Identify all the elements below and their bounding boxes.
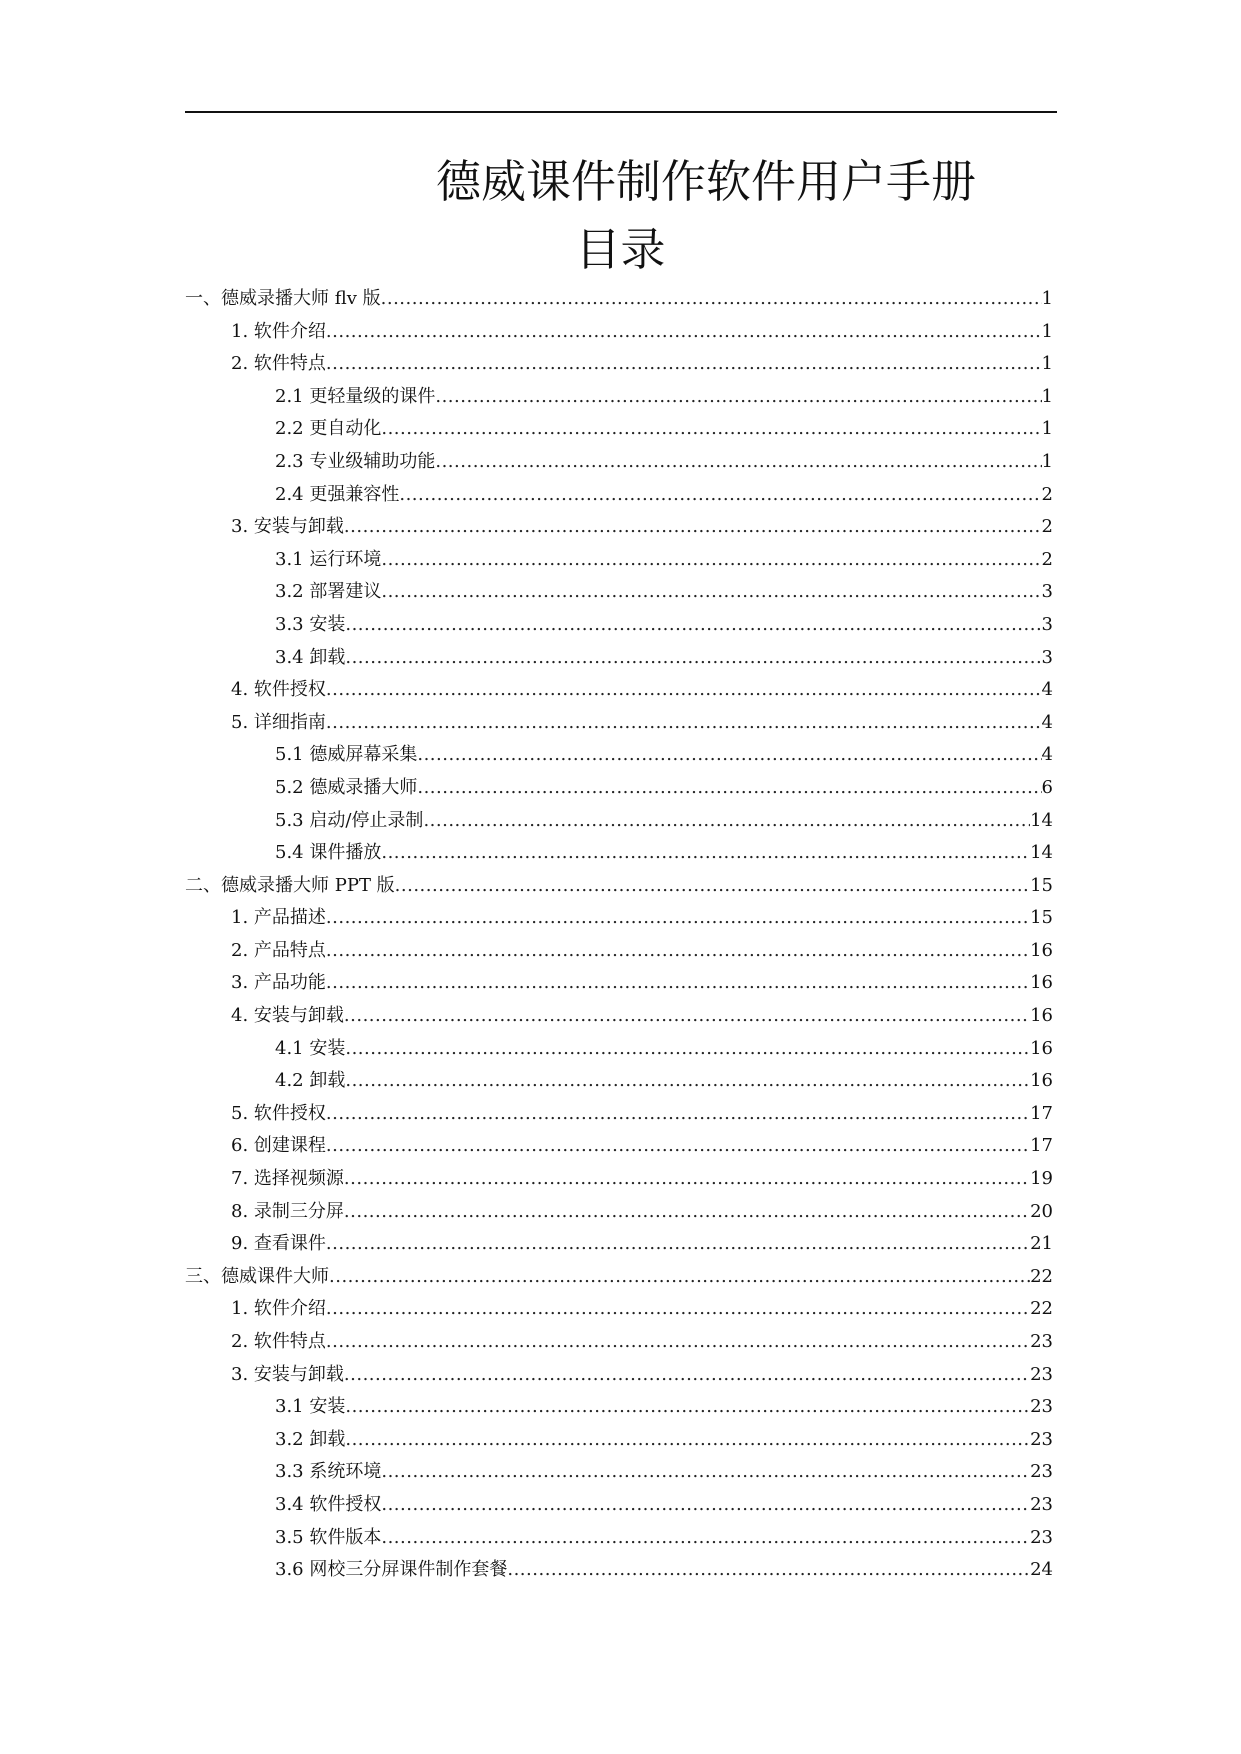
toc-entry[interactable] [185, 316, 1053, 349]
toc-entry-page-number: 3 [1041, 581, 1053, 603]
toc-entry[interactable] [185, 1391, 1053, 1424]
toc-entry-label: 软件介绍 [253, 1298, 326, 1320]
toc-entry[interactable] [185, 1293, 1053, 1326]
toc-leader-dots [423, 805, 1030, 837]
toc-entry[interactable] [185, 1163, 1053, 1196]
toc-entry-label: 德威课件大师 [221, 1265, 329, 1287]
toc-entry-number: 5.1 [275, 744, 310, 766]
toc-entry[interactable] [185, 1554, 1053, 1587]
toc-entry-page-number: 23 [1030, 1493, 1053, 1515]
table-of-contents [185, 283, 1053, 1587]
toc-entry-number: 3.2 [275, 581, 310, 603]
toc-entry-label: 德威录播大师 [309, 776, 418, 798]
toc-entry[interactable] [185, 935, 1053, 968]
document-title: 德威课件制作软件用户手册 [436, 155, 977, 208]
toc-leader-dots [507, 1554, 1030, 1586]
toc-entry[interactable] [185, 576, 1053, 609]
toc-entry-label: 更轻量级的课件 [309, 385, 436, 407]
toc-entry-label: 创建课程 [253, 1135, 326, 1157]
toc-entry[interactable] [185, 348, 1053, 381]
toc-entry-number: 2. [231, 1331, 254, 1352]
toc-entry-number: 5. [231, 1102, 254, 1124]
toc-entry-number: 3.1 [275, 1396, 310, 1418]
toc-leader-dots [344, 1163, 1030, 1195]
toc-leader-dots [435, 446, 1041, 478]
toc-entry-number: 2. [231, 939, 254, 961]
toc-entry-number: 3.1 [275, 548, 310, 570]
toc-entry-page-number: 15 [1030, 907, 1053, 929]
toc-entry-number: 3.5 [275, 1526, 310, 1548]
toc-entry[interactable] [185, 1228, 1053, 1261]
toc-entry-number: 9. [231, 1233, 254, 1255]
toc-entry-page-number: 2 [1041, 516, 1053, 538]
toc-leader-dots [435, 381, 1041, 413]
toc-entry-number: 7. [231, 1168, 254, 1190]
toc-entry-label: 查看课件 [253, 1233, 326, 1255]
toc-entry-page-number: 16 [1030, 972, 1053, 994]
toc-leader-dots [326, 348, 1042, 380]
toc-leader-dots [345, 1033, 1030, 1065]
toc-entry-page-number: 24 [1030, 1559, 1053, 1581]
toc-entry-label: 德威录播大师 PPT 版 [221, 874, 395, 896]
toc-entry-label: 安装与卸载 [253, 516, 344, 538]
toc-entry-page-number: 1 [1041, 385, 1053, 407]
toc-entry-label: 部署建议 [309, 581, 382, 603]
toc-entry[interactable] [185, 772, 1053, 805]
toc-entry-label: 课件播放 [309, 842, 382, 864]
toc-entry-number: 8. [231, 1200, 254, 1222]
toc-entry-page-number: 14 [1030, 809, 1053, 831]
toc-entry-number: 三、 [185, 1265, 221, 1287]
toc-leader-dots [326, 1228, 1030, 1260]
toc-entry-number: 4. [231, 1005, 254, 1027]
toc-entry-number: 3. [231, 1363, 254, 1385]
toc-entry-label: 软件授权 [309, 1493, 382, 1515]
toc-entry-label: 详细指南 [253, 711, 326, 733]
toc-entry-number: 2.3 [275, 450, 310, 472]
toc-leader-dots [326, 1098, 1030, 1130]
toc-entry-label: 德威屏幕采集 [309, 744, 418, 766]
toc-entry-page-number: 6 [1041, 776, 1053, 798]
toc-leader-dots [381, 1489, 1030, 1521]
toc-entry[interactable] [185, 544, 1053, 577]
toc-entry-page-number: 22 [1030, 1265, 1053, 1287]
toc-entry[interactable] [185, 707, 1053, 740]
toc-entry-page-number: 1 [1041, 418, 1053, 440]
toc-entry-label: 系统环境 [309, 1461, 382, 1483]
toc-entry-page-number: 16 [1030, 1070, 1053, 1092]
toc-leader-dots [326, 902, 1030, 934]
toc-entry-number: 3.2 [275, 1428, 310, 1450]
toc-entry[interactable] [185, 805, 1053, 838]
toc-entry-number: 2. [231, 353, 254, 375]
toc-leader-dots [326, 1293, 1030, 1325]
toc-entry[interactable] [185, 1065, 1053, 1098]
toc-leader-dots [395, 870, 1030, 902]
toc-leader-dots [326, 1326, 1030, 1358]
toc-entry-number: 5.3 [275, 809, 310, 831]
toc-entry-label: 产品特点 [253, 939, 326, 961]
toc-entry-number: 3. [231, 516, 254, 538]
toc-entry-page-number: 1 [1041, 353, 1053, 375]
toc-entry-number: 5. [231, 711, 254, 733]
toc-leader-dots [381, 576, 1041, 608]
toc-entry-label: 更强兼容性 [309, 483, 400, 505]
toc-entry-label: 软件特点 [253, 353, 326, 375]
toc-entry[interactable] [185, 1130, 1053, 1163]
toc-leader-dots [345, 1424, 1030, 1456]
toc-entry-page-number: 16 [1030, 1005, 1053, 1027]
toc-entry-label: 安装 [309, 613, 346, 635]
toc-entry[interactable] [185, 870, 1053, 903]
toc-leader-dots [381, 837, 1030, 869]
toc-entry-page-number: 16 [1030, 939, 1053, 961]
toc-leader-dots [381, 544, 1041, 576]
toc-entry[interactable] [185, 902, 1053, 935]
toc-entry-number: 6. [231, 1135, 254, 1157]
toc-entry[interactable] [185, 967, 1053, 1000]
toc-entry-number: 1. [231, 320, 254, 342]
toc-entry-page-number: 21 [1030, 1233, 1053, 1255]
toc-entry[interactable] [185, 1033, 1053, 1066]
toc-entry-number: 2.2 [275, 418, 310, 440]
toc-entry-label: 卸载 [309, 1070, 346, 1092]
toc-entry-number: 2.1 [275, 385, 310, 407]
toc-leader-dots [417, 772, 1041, 804]
toc-entry-label: 录制三分屏 [253, 1200, 344, 1222]
toc-entry-label: 启动/停止录制 [309, 809, 424, 831]
toc-heading: 目录 [575, 223, 666, 276]
toc-entry[interactable] [185, 1522, 1053, 1555]
toc-entry[interactable] [185, 1456, 1053, 1489]
toc-entry-page-number: 1 [1041, 450, 1053, 472]
toc-entry-label: 软件版本 [309, 1526, 382, 1548]
header-rule [185, 111, 1057, 113]
toc-entry[interactable] [185, 479, 1053, 512]
toc-entry[interactable] [185, 1326, 1053, 1359]
toc-entry-page-number: 17 [1030, 1135, 1053, 1157]
toc-entry-label: 产品描述 [253, 907, 326, 929]
toc-leader-dots [326, 707, 1042, 739]
toc-leader-dots [344, 1359, 1030, 1391]
toc-entry-label: 安装 [309, 1037, 346, 1059]
toc-entry-page-number: 23 [1030, 1363, 1053, 1385]
toc-entry-page-number: 4 [1041, 744, 1053, 766]
toc-entry-page-number: 1 [1041, 320, 1053, 342]
toc-entry-number: 4.2 [275, 1070, 310, 1092]
toc-entry-label: 德威录播大师 flv 版 [221, 288, 381, 309]
toc-entry[interactable] [185, 642, 1053, 675]
toc-entry-number: 5.2 [275, 776, 310, 798]
toc-leader-dots [326, 935, 1030, 967]
toc-leader-dots [326, 1130, 1030, 1162]
toc-entry[interactable] [185, 1098, 1053, 1131]
toc-leader-dots [381, 1522, 1030, 1554]
toc-entry-number: 一、 [185, 288, 221, 309]
toc-entry-page-number: 22 [1030, 1298, 1053, 1320]
toc-leader-dots [344, 1196, 1030, 1228]
toc-entry-number: 5.4 [275, 842, 310, 864]
toc-entry[interactable] [185, 446, 1053, 479]
toc-entry-label: 安装 [309, 1396, 346, 1418]
toc-entry[interactable] [185, 1359, 1053, 1392]
toc-entry-number: 3.4 [275, 1493, 310, 1515]
toc-leader-dots [399, 479, 1041, 511]
toc-entry-page-number: 14 [1030, 842, 1053, 864]
toc-entry-label: 专业级辅助功能 [309, 450, 436, 472]
toc-entry-page-number: 3 [1041, 613, 1053, 635]
toc-entry[interactable] [185, 1000, 1053, 1033]
toc-leader-dots [381, 413, 1041, 445]
toc-leader-dots [345, 642, 1041, 674]
toc-entry-page-number: 16 [1030, 1037, 1053, 1059]
toc-entry-label: 安装与卸载 [253, 1005, 344, 1027]
toc-entry-page-number: 2 [1041, 548, 1053, 570]
toc-entry-number: 3.3 [275, 1461, 310, 1483]
toc-leader-dots [345, 1065, 1030, 1097]
toc-entry-page-number: 3 [1041, 646, 1053, 668]
toc-entry-label: 软件授权 [253, 679, 326, 701]
toc-entry-page-number: 19 [1030, 1168, 1053, 1190]
toc-entry[interactable] [185, 283, 1053, 316]
toc-entry-label: 软件特点 [253, 1331, 326, 1352]
toc-leader-dots [381, 283, 1042, 315]
toc-entry-page-number: 23 [1030, 1396, 1053, 1418]
toc-entry-page-number: 23 [1030, 1461, 1053, 1483]
toc-entry[interactable] [185, 413, 1053, 446]
toc-leader-dots [381, 1456, 1030, 1488]
toc-entry-label: 卸载 [309, 646, 346, 668]
toc-entry[interactable] [185, 609, 1053, 642]
toc-leader-dots [345, 609, 1041, 641]
toc-leader-dots [329, 1261, 1030, 1293]
toc-entry-label: 运行环境 [309, 548, 382, 570]
toc-entry-number: 1. [231, 1298, 254, 1320]
toc-entry-label: 网校三分屏课件制作套餐 [309, 1559, 508, 1581]
toc-entry-label: 软件介绍 [253, 320, 326, 342]
toc-entry-label: 更自动化 [309, 418, 382, 440]
toc-entry-page-number: 15 [1030, 874, 1053, 896]
toc-entry-page-number: 17 [1030, 1102, 1053, 1124]
toc-entry[interactable] [185, 674, 1053, 707]
toc-entry-page-number: 23 [1030, 1526, 1053, 1548]
toc-entry-number: 3.4 [275, 646, 310, 668]
toc-entry-label: 卸载 [309, 1428, 346, 1450]
toc-entry-page-number: 4 [1041, 711, 1053, 733]
toc-entry[interactable] [185, 1424, 1053, 1457]
toc-entry-page-number: 1 [1041, 288, 1053, 309]
toc-leader-dots [326, 967, 1030, 999]
toc-entry-number: 1. [231, 907, 254, 929]
toc-entry-number: 2.4 [275, 483, 310, 505]
toc-entry[interactable] [185, 1261, 1053, 1294]
toc-entry-number: 3.3 [275, 613, 310, 635]
toc-entry-page-number: 23 [1030, 1428, 1053, 1450]
toc-entry-page-number: 2 [1041, 483, 1053, 505]
toc-leader-dots [326, 316, 1042, 348]
toc-entry-number: 3.6 [275, 1559, 310, 1581]
toc-entry-page-number: 20 [1030, 1200, 1053, 1222]
toc-leader-dots [344, 511, 1042, 543]
toc-entry[interactable] [185, 381, 1053, 414]
toc-entry-page-number: 4 [1041, 679, 1053, 701]
toc-leader-dots [417, 739, 1041, 771]
toc-entry[interactable] [185, 837, 1053, 870]
toc-entry-number: 4.1 [275, 1037, 310, 1059]
toc-entry-label: 软件授权 [253, 1102, 326, 1124]
toc-entry-number: 3. [231, 972, 254, 994]
toc-leader-dots [326, 674, 1042, 706]
toc-entry[interactable] [185, 511, 1053, 544]
toc-entry[interactable] [185, 739, 1053, 772]
toc-entry-label: 产品功能 [253, 972, 326, 994]
toc-entry[interactable] [185, 1196, 1053, 1229]
toc-entry-label: 安装与卸载 [253, 1363, 344, 1385]
toc-entry-label: 选择视频源 [253, 1168, 344, 1190]
toc-entry-number: 4. [231, 679, 254, 701]
toc-entry-number: 二、 [185, 874, 221, 896]
toc-entry[interactable] [185, 1489, 1053, 1522]
toc-entry-page-number: 23 [1030, 1331, 1053, 1352]
toc-leader-dots [344, 1000, 1030, 1032]
toc-leader-dots [345, 1391, 1030, 1423]
